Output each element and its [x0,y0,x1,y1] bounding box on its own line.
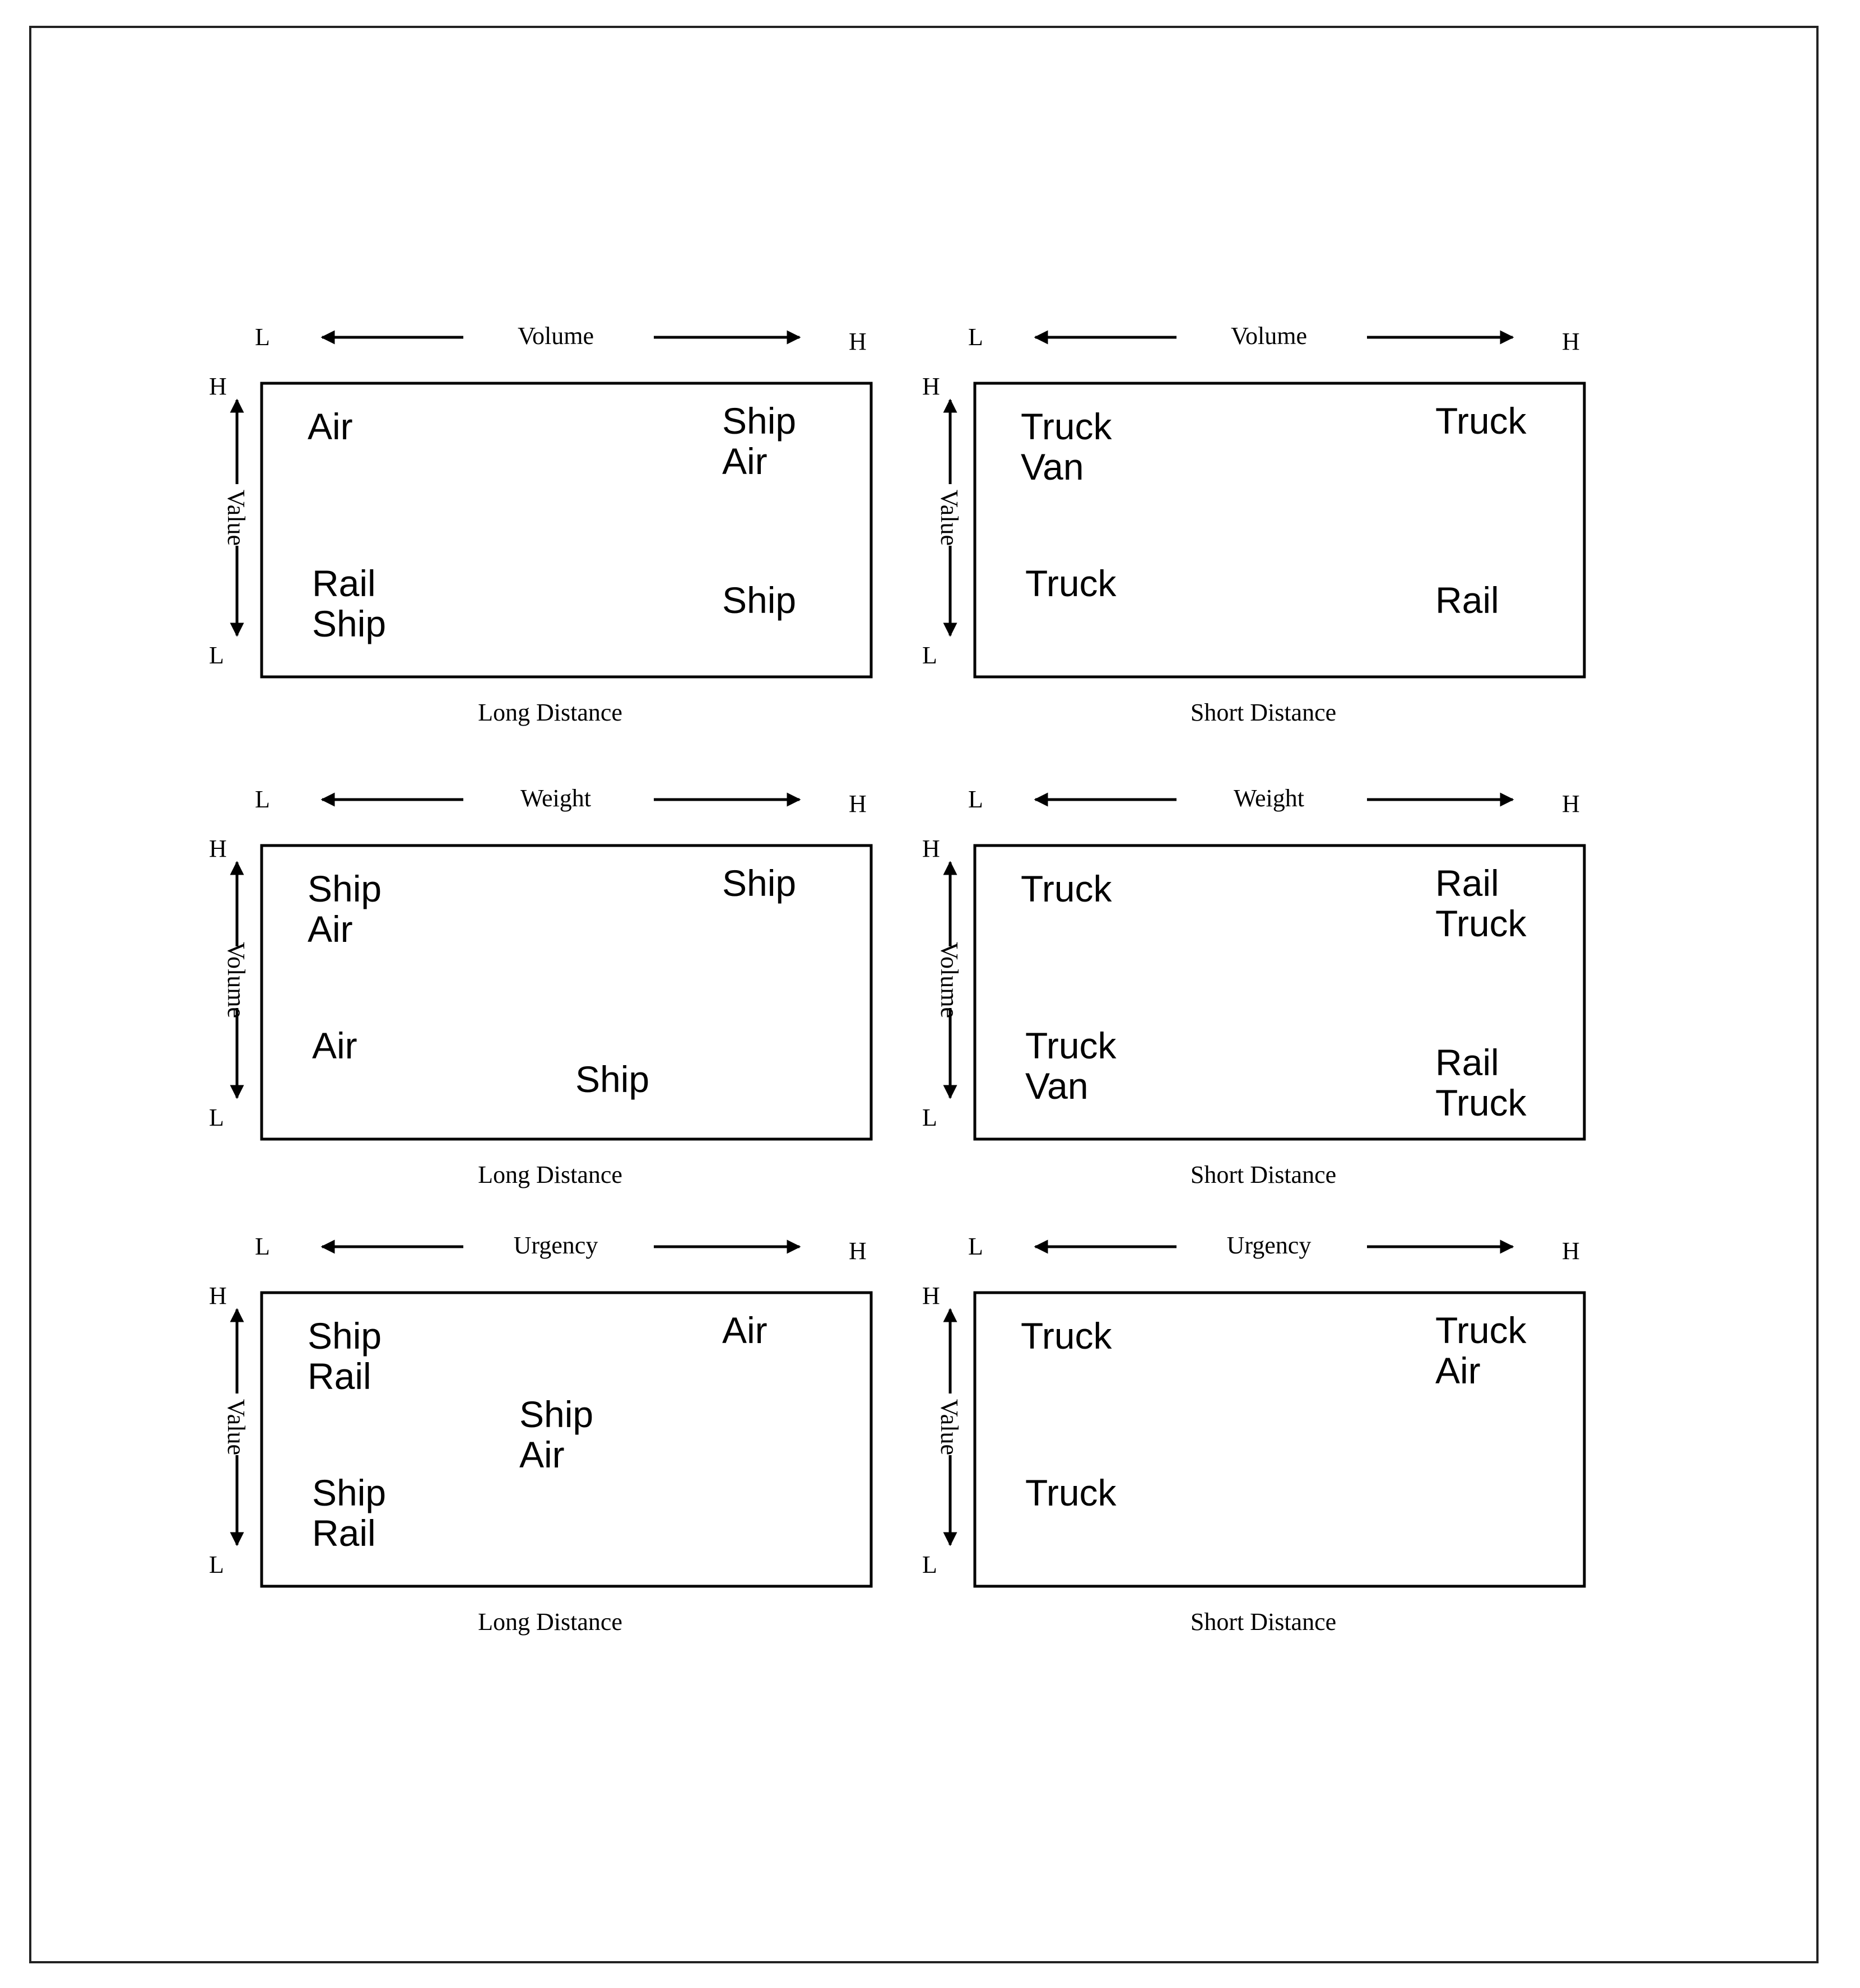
top-axis-low-label: L [255,1233,270,1260]
top-axis-title: Weight [520,784,591,812]
panel-weight-long [209,784,871,1188]
top-axis-title: Weight [1234,784,1304,812]
side-axis-title: Value [222,1399,250,1456]
side-axis-low-label: L [209,642,224,669]
side-axis-title: Value [936,1399,963,1456]
panel-volume-short [922,322,1584,726]
top-axis-low-label: L [255,323,270,351]
cell-center-mode: Ship [519,1394,594,1435]
cell-center-mode: Air [519,1434,565,1475]
side-axis-high-label: H [209,1282,227,1309]
cell-top-right-mode: Air [722,1309,768,1351]
distance-label: Short Distance [1190,1608,1337,1636]
cell-bottom-left-mode: Truck [1025,1472,1117,1513]
cell-top-left-mode: Truck [1021,406,1112,447]
cell-top-left-mode: Rail [308,1355,371,1397]
distance-label: Long Distance [478,699,622,726]
side-axis-low-label: L [209,1551,224,1578]
side-axis-title: Volume [936,941,963,1019]
top-axis-title: Urgency [513,1232,598,1259]
cell-top-left-mode: Air [308,406,353,447]
cell-bottom-right-mode: Ship [722,579,797,621]
top-axis-low-label: L [968,1233,983,1260]
side-axis-title: Volume [222,941,250,1019]
cell-bottom-left-mode: Truck [1025,563,1117,604]
top-axis-high-label: H [849,1237,867,1265]
cell-top-right-mode: Truck [1435,400,1527,442]
distance-label: Long Distance [478,1608,622,1636]
cell-top-right-mode: Ship [722,862,797,904]
side-axis-title: Value [222,489,250,546]
side-axis-low-label: L [922,1104,937,1131]
distance-label: Short Distance [1190,699,1337,726]
distance-label: Long Distance [478,1161,622,1188]
top-axis-high-label: H [1562,1237,1580,1265]
panel-volume-long [209,322,871,726]
top-axis-low-label: L [255,786,270,813]
panel-urgency-long [209,1232,871,1636]
side-axis-high-label: H [922,835,940,862]
cell-top-left-mode: Van [1021,446,1084,487]
cell-bottom-left-mode: Air [312,1025,357,1066]
cell-bottom-left-mode: Rail [312,563,376,604]
distance-label: Short Distance [1190,1161,1337,1188]
cell-top-left-mode: Truck [1021,1315,1112,1357]
cell-top-left-mode: Ship [308,868,382,909]
side-axis-high-label: H [209,373,227,400]
cell-top-right-mode: Truck [1435,1309,1527,1351]
cell-bottom-left-mode: Ship [312,603,387,644]
cell-bottom-left-mode: Truck [1025,1025,1117,1066]
cell-bottom-right-mode: Truck [1435,1082,1527,1123]
cell-top-left-mode: Truck [1021,868,1112,909]
top-axis-title: Volume [517,322,594,350]
cell-top-left-mode: Air [308,908,353,950]
top-axis-high-label: H [849,790,867,818]
panel-weight-short [922,784,1584,1188]
cell-bottom-left-mode: Rail [312,1512,376,1554]
side-axis-high-label: H [922,373,940,400]
top-axis-low-label: L [968,786,983,813]
cell-bottom-center-mode: Ship [575,1058,650,1100]
cell-bottom-left-mode: Ship [312,1472,387,1513]
side-axis-high-label: H [209,835,227,862]
side-axis-high-label: H [922,1282,940,1309]
cell-top-right-mode: Rail [1435,862,1499,904]
cell-top-left-mode: Ship [308,1315,382,1357]
top-axis-title: Volume [1230,322,1308,350]
cell-top-right-mode: Ship [722,400,797,442]
top-axis-high-label: H [849,328,867,355]
cell-top-right-mode: Truck [1435,903,1527,944]
side-axis-low-label: L [922,642,937,669]
cell-top-right-mode: Air [1435,1350,1481,1391]
side-axis-low-label: L [209,1104,224,1131]
top-axis-title: Urgency [1226,1232,1312,1259]
cell-bottom-right-mode: Rail [1435,579,1499,621]
cell-top-right-mode: Air [722,440,768,482]
cell-bottom-left-mode: Van [1025,1065,1089,1107]
panel-urgency-short [922,1232,1584,1636]
top-axis-high-label: H [1562,328,1580,355]
side-axis-low-label: L [922,1551,937,1578]
cell-bottom-right-mode: Rail [1435,1042,1499,1083]
top-axis-low-label: L [968,323,983,351]
side-axis-title: Value [936,489,963,546]
top-axis-high-label: H [1562,790,1580,818]
